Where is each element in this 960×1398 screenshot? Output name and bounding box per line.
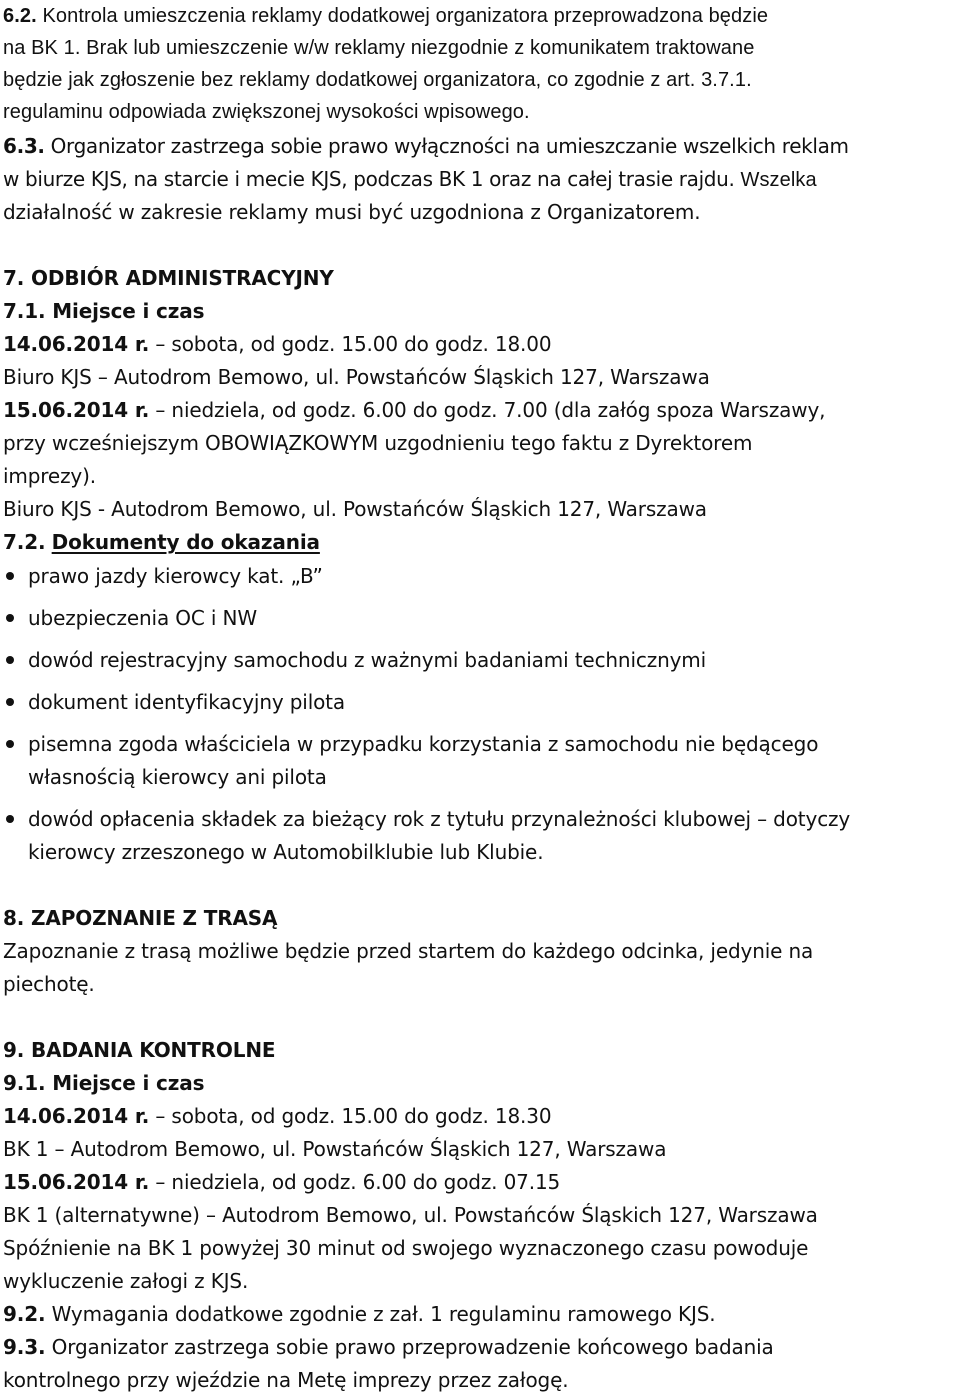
section-number: 6.2. <box>3 5 37 27</box>
paragraph-6-3-line-1 <box>3 130 849 162</box>
location-line: BK 1 (alternatywne) – Autodrom Bemowo, ul. Powstańców Śląskich 127, Warszawa <box>3 1203 818 1227</box>
section-number: 7.2. <box>3 530 46 554</box>
bullet-icon <box>6 656 14 664</box>
document-list-item: dowód opłacenia składek za bieżący rok z tytułu przynależności klubowej – dotyczy <box>28 807 851 831</box>
paragraph-text: Kontrola umieszczenia reklamy dodatkowej organizatora przeprowadzona będzie <box>42 5 769 27</box>
schedule-line-day-2 <box>3 394 825 426</box>
paragraph-text: Organizator zastrzega sobie prawo wyłączności na umieszczanie wszelkich reklam <box>50 134 849 158</box>
time-range: – sobota, od godz. 15.00 do godz. 18.00 <box>149 332 552 356</box>
document-list-item: ubezpieczenia OC i NW <box>28 606 257 630</box>
section-7-heading: 7. ODBIÓR ADMINISTRACYJNY <box>3 266 334 290</box>
paragraph-text: w biurze KJS, na starcie i mecie KJS, podczas BK 1 oraz na całej trasie rajdu. <box>3 167 735 191</box>
paragraph-6-2-line-1 <box>3 0 768 32</box>
document-list-item: dokument identyfikacyjny pilota <box>28 690 345 714</box>
schedule-line-day-1 <box>3 1100 551 1132</box>
late-arrival-line-1: Spóźnienie na BK 1 powyżej 30 minut od swojego wyznaczonego czasu powoduje <box>3 1236 809 1260</box>
document-list-item-continuation: własnością kierowcy ani pilota <box>28 765 327 789</box>
bullet-icon <box>6 614 14 622</box>
date: 14.06.2014 r. <box>3 1104 150 1128</box>
paragraph-text: Organizator zastrzega sobie prawo przeprowadzenie końcowego badania <box>51 1335 774 1359</box>
section-9-heading: 9. BADANIA KONTROLNE <box>3 1038 276 1062</box>
schedule-note-line-3: imprezy). <box>3 464 96 488</box>
paragraph-text: Wymagania dodatkowe zgodnie z zał. 1 regulaminu ramowego KJS. <box>51 1302 716 1326</box>
section-8-text-line-2: piechotę. <box>3 972 95 996</box>
section-8-text-line-1: Zapoznanie z trasą możliwe będzie przed startem do każdego odcinka, jedynie na <box>3 939 814 963</box>
location-line: Biuro KJS - Autodrom Bemowo, ul. Powstańców Śląskich 127, Warszawa <box>3 497 707 521</box>
paragraph-6-3-line-2 <box>3 163 817 196</box>
paragraph-text: Wszelka <box>740 169 817 191</box>
paragraph-6-2-line-2: na BK 1. Brak lub umieszczenie w/w reklamy niezgodnie z komunikatem traktowane <box>3 37 755 59</box>
location-line: Biuro KJS – Autodrom Bemowo, ul. Powstańców Śląskich 127, Warszawa <box>3 365 710 389</box>
paragraph-6-2-line-4: regulaminu odpowiada zwiększonej wysokości wpisowego. <box>3 101 530 123</box>
paragraph-6-2-line-3: będzie jak zgłoszenie bez reklamy dodatkowej organizatora, co zgodnie z art. 3.7.1. <box>3 69 752 91</box>
subsection-title: Dokumenty do okazania <box>51 530 320 554</box>
document-list-item: dowód rejestracyjny samochodu z ważnymi badaniami technicznymi <box>28 648 707 672</box>
paragraph-9-2 <box>3 1298 716 1330</box>
schedule-line-day-2 <box>3 1166 560 1198</box>
section-number: 9.3. <box>3 1335 46 1359</box>
section-number: 9.2. <box>3 1302 46 1326</box>
paragraph-9-3-line-1 <box>3 1331 774 1363</box>
document-list-item-continuation: kierowcy zrzeszonego w Automobilklubie lub Klubie. <box>28 840 544 864</box>
date: 15.06.2014 r. <box>3 1170 150 1194</box>
document-list-item: prawo jazdy kierowcy kat. „B” <box>28 564 323 588</box>
location-line: BK 1 – Autodrom Bemowo, ul. Powstańców Śląskich 127, Warszawa <box>3 1137 667 1161</box>
bullet-icon <box>6 815 14 823</box>
schedule-note-line-2: przy wcześniejszym OBOWIĄZKOWYM uzgodnieniu tego faktu z Dyrektorem <box>3 431 753 455</box>
time-range: – niedziela, od godz. 6.00 do godz. 7.00 (dla załóg spoza Warszawy, <box>149 398 826 422</box>
date: 15.06.2014 r. <box>3 398 150 422</box>
paragraph-9-3-line-2: kontrolnego przy wjeździe na Metę imprezy przez załogę. <box>3 1368 569 1392</box>
section-number: 6.3. <box>3 134 45 158</box>
date: 14.06.2014 r. <box>3 332 150 356</box>
bullet-icon <box>6 740 14 748</box>
subsection-7-1-heading: 7.1. Miejsce i czas <box>3 299 205 323</box>
document-list-item: pisemna zgoda właściciela w przypadku korzystania z samochodu nie będącego <box>28 732 819 756</box>
subsection-9-1-heading: 9.1. Miejsce i czas <box>3 1071 205 1095</box>
bullet-icon <box>6 572 14 580</box>
time-range: – niedziela, od godz. 6.00 do godz. 07.15 <box>149 1170 561 1194</box>
subsection-7-2-heading <box>3 526 320 558</box>
schedule-line-day-1 <box>3 328 551 360</box>
late-arrival-line-2: wykluczenie załogi z KJS. <box>3 1269 249 1293</box>
time-range: – sobota, od godz. 15.00 do godz. 18.30 <box>149 1104 552 1128</box>
bullet-icon <box>6 698 14 706</box>
paragraph-6-3-line-3: działalność w zakresie reklamy musi być uzgodniona z Organizatorem. <box>3 200 701 224</box>
section-8-heading: 8. ZAPOZNANIE Z TRASĄ <box>3 906 278 930</box>
